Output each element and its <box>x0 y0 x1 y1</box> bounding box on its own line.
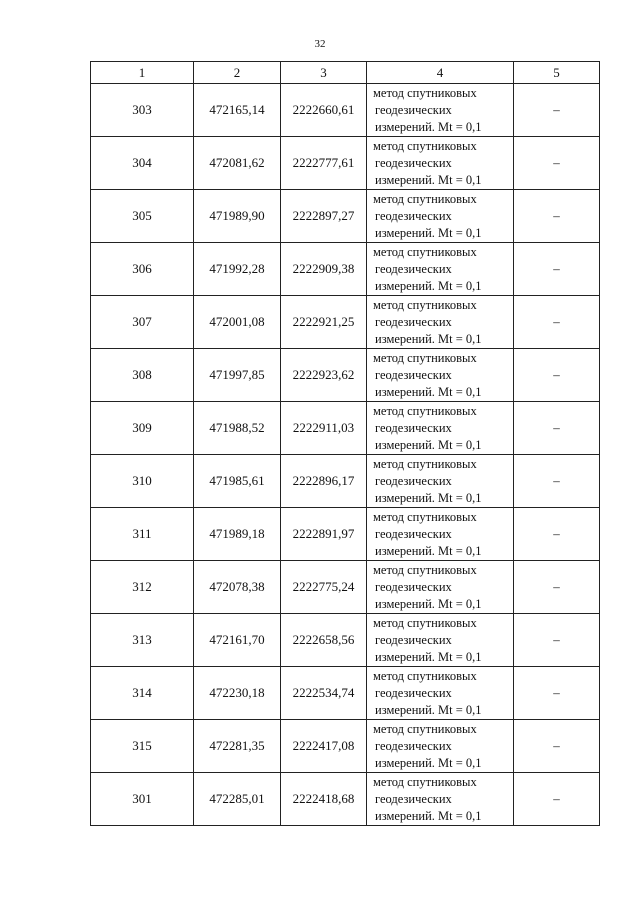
point-number-cell: 306 <box>91 243 194 296</box>
point-number-cell: 313 <box>91 614 194 667</box>
method-line: геодезических <box>375 367 452 382</box>
point-number-cell: 301 <box>91 773 194 826</box>
method-line: метод спутниковых <box>373 562 477 577</box>
method-line: метод спутниковых <box>373 138 477 153</box>
point-number-cell: 307 <box>91 296 194 349</box>
table-row <box>91 190 600 243</box>
point-number-cell: 305 <box>91 190 194 243</box>
note-cell: – <box>514 455 600 508</box>
method-cell <box>367 84 514 137</box>
y-coordinate-cell: 2222897,27 <box>281 190 367 243</box>
method-line: измерений. Mt = 0,1 <box>375 437 482 452</box>
y-coordinate-cell: 2222896,17 <box>281 455 367 508</box>
method-cell <box>367 561 514 614</box>
method-cell <box>367 402 514 455</box>
table-row <box>91 349 600 402</box>
point-number-cell: 315 <box>91 720 194 773</box>
method-line: измерений. Mt = 0,1 <box>375 543 482 558</box>
x-coordinate-cell: 472281,35 <box>194 720 281 773</box>
note-cell: – <box>514 561 600 614</box>
method-line: геодезических <box>375 579 452 594</box>
note-cell: – <box>514 720 600 773</box>
table-row <box>91 296 600 349</box>
method-line: геодезических <box>375 738 452 753</box>
method-line: геодезических <box>375 102 452 117</box>
note-cell: – <box>514 84 600 137</box>
coordinates-table <box>90 61 600 826</box>
method-line: измерений. Mt = 0,1 <box>375 278 482 293</box>
table-row <box>91 667 600 720</box>
method-cell <box>367 455 514 508</box>
x-coordinate-cell: 471992,28 <box>194 243 281 296</box>
header-col-2: 2 <box>194 62 281 84</box>
method-cell <box>367 720 514 773</box>
x-coordinate-cell: 471997,85 <box>194 349 281 402</box>
point-number-cell: 312 <box>91 561 194 614</box>
note-cell: – <box>514 773 600 826</box>
method-line: измерений. Mt = 0,1 <box>375 331 482 346</box>
header-col-5: 5 <box>514 62 600 84</box>
y-coordinate-cell: 2222534,74 <box>281 667 367 720</box>
method-line: метод спутниковых <box>373 721 477 736</box>
method-cell <box>367 243 514 296</box>
x-coordinate-cell: 472230,18 <box>194 667 281 720</box>
y-coordinate-cell: 2222658,56 <box>281 614 367 667</box>
method-line: геодезических <box>375 791 452 806</box>
x-coordinate-cell: 471985,61 <box>194 455 281 508</box>
y-coordinate-cell: 2222891,97 <box>281 508 367 561</box>
method-cell <box>367 349 514 402</box>
method-line: измерений. Mt = 0,1 <box>375 702 482 717</box>
note-cell: – <box>514 137 600 190</box>
point-number-cell: 308 <box>91 349 194 402</box>
note-cell: – <box>514 667 600 720</box>
table-row <box>91 402 600 455</box>
point-number-cell: 314 <box>91 667 194 720</box>
x-coordinate-cell: 472161,70 <box>194 614 281 667</box>
x-coordinate-cell: 471989,90 <box>194 190 281 243</box>
point-number-cell: 304 <box>91 137 194 190</box>
y-coordinate-cell: 2222923,62 <box>281 349 367 402</box>
method-cell <box>367 190 514 243</box>
method-line: метод спутниковых <box>373 403 477 418</box>
header-col-4: 4 <box>367 62 514 84</box>
table-header-row <box>91 62 600 84</box>
method-line: измерений. Mt = 0,1 <box>375 596 482 611</box>
method-line: геодезических <box>375 685 452 700</box>
method-cell <box>367 296 514 349</box>
method-line: геодезических <box>375 526 452 541</box>
method-line: измерений. Mt = 0,1 <box>375 384 482 399</box>
y-coordinate-cell: 2222921,25 <box>281 296 367 349</box>
note-cell: – <box>514 190 600 243</box>
y-coordinate-cell: 2222911,03 <box>281 402 367 455</box>
method-cell <box>367 773 514 826</box>
note-cell: – <box>514 243 600 296</box>
point-number-cell: 309 <box>91 402 194 455</box>
method-line: метод спутниковых <box>373 668 477 683</box>
method-line: измерений. Mt = 0,1 <box>375 808 482 823</box>
y-coordinate-cell: 2222417,08 <box>281 720 367 773</box>
y-coordinate-cell: 2222777,61 <box>281 137 367 190</box>
method-line: метод спутниковых <box>373 85 477 100</box>
table-row <box>91 84 600 137</box>
table-row <box>91 243 600 296</box>
x-coordinate-cell: 472285,01 <box>194 773 281 826</box>
x-coordinate-cell: 472078,38 <box>194 561 281 614</box>
point-number-cell: 311 <box>91 508 194 561</box>
table-row <box>91 561 600 614</box>
method-line: измерений. Mt = 0,1 <box>375 119 482 134</box>
note-cell: – <box>514 349 600 402</box>
table-row <box>91 508 600 561</box>
method-line: геодезических <box>375 261 452 276</box>
method-line: метод спутниковых <box>373 191 477 206</box>
method-line: метод спутниковых <box>373 350 477 365</box>
method-cell <box>367 614 514 667</box>
note-cell: – <box>514 402 600 455</box>
x-coordinate-cell: 472081,62 <box>194 137 281 190</box>
method-line: измерений. Mt = 0,1 <box>375 172 482 187</box>
method-line: измерений. Mt = 0,1 <box>375 225 482 240</box>
method-line: метод спутниковых <box>373 615 477 630</box>
method-line: геодезических <box>375 473 452 488</box>
method-line: метод спутниковых <box>373 509 477 524</box>
method-line: измерений. Mt = 0,1 <box>375 490 482 505</box>
note-cell: – <box>514 296 600 349</box>
header-col-1: 1 <box>91 62 194 84</box>
method-line: геодезических <box>375 314 452 329</box>
x-coordinate-cell: 471988,52 <box>194 402 281 455</box>
method-line: геодезических <box>375 208 452 223</box>
method-line: метод спутниковых <box>373 244 477 259</box>
method-line: метод спутниковых <box>373 774 477 789</box>
method-line: измерений. Mt = 0,1 <box>375 649 482 664</box>
table-body <box>91 84 600 826</box>
x-coordinate-cell: 472001,08 <box>194 296 281 349</box>
method-cell <box>367 137 514 190</box>
page-number: 32 <box>314 38 326 50</box>
table-row <box>91 773 600 826</box>
y-coordinate-cell: 2222660,61 <box>281 84 367 137</box>
note-cell: – <box>514 614 600 667</box>
method-line: измерений. Mt = 0,1 <box>375 755 482 770</box>
method-line: геодезических <box>375 420 452 435</box>
x-coordinate-cell: 472165,14 <box>194 84 281 137</box>
header-col-3: 3 <box>281 62 367 84</box>
method-cell <box>367 667 514 720</box>
method-line: метод спутниковых <box>373 297 477 312</box>
table-row <box>91 455 600 508</box>
table-row <box>91 137 600 190</box>
method-line: геодезических <box>375 155 452 170</box>
method-cell <box>367 508 514 561</box>
y-coordinate-cell: 2222775,24 <box>281 561 367 614</box>
point-number-cell: 303 <box>91 84 194 137</box>
method-line: геодезических <box>375 632 452 647</box>
table-row <box>91 614 600 667</box>
y-coordinate-cell: 2222418,68 <box>281 773 367 826</box>
note-cell: – <box>514 508 600 561</box>
table-row <box>91 720 600 773</box>
y-coordinate-cell: 2222909,38 <box>281 243 367 296</box>
point-number-cell: 310 <box>91 455 194 508</box>
x-coordinate-cell: 471989,18 <box>194 508 281 561</box>
method-line: метод спутниковых <box>373 456 477 471</box>
